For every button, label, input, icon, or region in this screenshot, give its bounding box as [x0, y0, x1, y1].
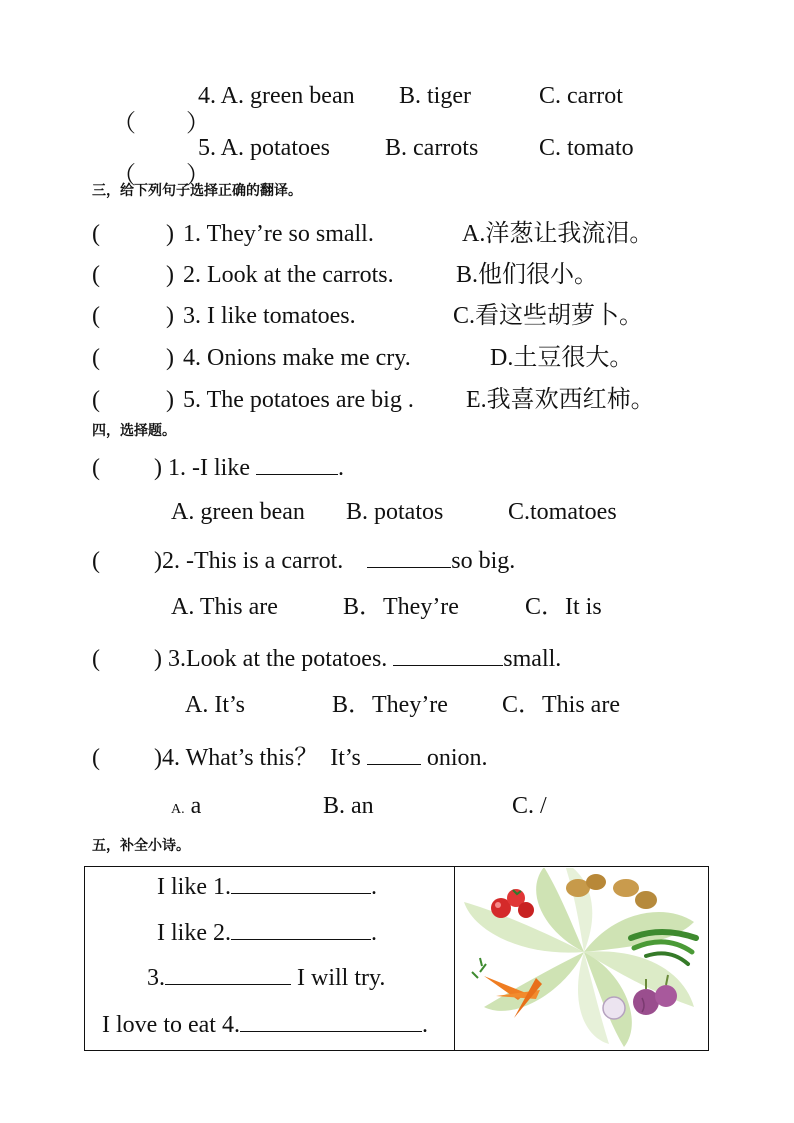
poem-line-1 [157, 871, 377, 901]
option-a: A. green bean [171, 499, 305, 525]
translation-paren[interactable] [92, 302, 174, 330]
question-text-end: small. [503, 646, 562, 672]
option-c: C. / [512, 793, 547, 819]
poem-text-end: . [370, 874, 377, 900]
sentence-en: 4. Onions make me cry. [183, 345, 411, 371]
vegetables-illustration [456, 868, 708, 1049]
sentence-zh: E.我喜欢西红柿。 [466, 387, 655, 413]
paren-close: ) [154, 646, 162, 672]
option-a-letter: A. [171, 802, 185, 817]
question-text-end: so big. [451, 548, 516, 574]
sentence-zh: B.他们很小。 [456, 262, 599, 288]
sentence-zh: C.看这些胡萝卜。 [453, 303, 644, 329]
question-text: 1. -I like [168, 455, 250, 481]
paren-close: ) [154, 745, 162, 771]
paren-close: ) [166, 387, 174, 413]
option-a: A. It’s [185, 692, 245, 718]
mc-question-1 [92, 452, 344, 482]
paren-close: ) [166, 303, 174, 329]
mc-question-3 [92, 643, 561, 673]
poem-text-end: . [370, 920, 377, 946]
option-b: B. tiger [399, 83, 471, 109]
answer-paren-open: （ [112, 111, 136, 137]
translation-paren[interactable] [92, 386, 174, 414]
poem-blank[interactable] [165, 962, 291, 985]
q-row-4 [100, 82, 210, 138]
poem-text: I like 2. [157, 920, 231, 946]
paren-open: ( [92, 745, 100, 771]
option-c: C．It is [525, 594, 602, 620]
option-b: B. potatos [346, 499, 444, 525]
paren-open: ( [92, 646, 100, 672]
option-a: 5. A. potatoes [198, 135, 330, 161]
poem-text: 3. [147, 965, 165, 991]
mc-question-2 [92, 545, 515, 575]
sentence-zh: A.洋葱让我流泪。 [462, 221, 654, 247]
poem-line-3 [147, 962, 385, 992]
paren-close: ) [166, 345, 174, 371]
translation-paren[interactable] [92, 261, 174, 289]
paren-close: ) [154, 548, 162, 574]
fill-blank[interactable] [367, 742, 421, 765]
poem-text: I love to eat 4. [102, 1012, 240, 1038]
poem-text: I like 1. [157, 874, 231, 900]
poem-line-2 [157, 917, 377, 947]
paren-open: ( [92, 387, 100, 413]
section-5-heading: 五，补全小诗。 [92, 838, 190, 854]
sentence-zh: D.土豆很大。 [490, 345, 634, 371]
question-text-end: onion. [426, 745, 488, 771]
poem-blank[interactable] [231, 871, 371, 894]
paren-close: ) [166, 262, 174, 288]
translation-paren[interactable] [92, 220, 174, 248]
poem-text-end: I will try. [291, 965, 386, 991]
answer-paren-open: （ [112, 163, 136, 189]
option-b: B．They’re [332, 692, 448, 718]
sentence-en: 2. Look at the carrots. [183, 262, 394, 288]
sentence-en: 5. The potatoes are big . [183, 387, 414, 413]
question-text: 3.Look at the potatoes. [168, 646, 388, 672]
fill-blank[interactable] [393, 643, 503, 666]
option-a: 4. A. green bean [198, 83, 355, 109]
option-a-text: a [190, 793, 202, 819]
poem-blank[interactable] [240, 1009, 422, 1032]
fill-blank[interactable] [256, 452, 338, 475]
option-b: B. an [323, 793, 374, 819]
answer-paren-close: ） [186, 111, 210, 137]
question-text: 4. What’s this？ It’s [162, 745, 361, 771]
tomatoes-icon [491, 889, 534, 918]
paren-close: ) [166, 221, 174, 247]
poem-text-end: . [421, 1012, 428, 1038]
paren-close: ) [154, 455, 162, 481]
sentence-en: 3. I like tomatoes. [183, 303, 356, 329]
paren-open: ( [92, 262, 100, 288]
option-b: B. carrots [385, 135, 479, 161]
question-text: 2. -This is a carrot. [162, 548, 344, 574]
question-text-end: . [337, 455, 344, 481]
option-c: C.tomatoes [508, 499, 617, 525]
fill-blank[interactable] [367, 545, 451, 568]
poem-table-divider [454, 866, 455, 1051]
paren-open: ( [92, 455, 100, 481]
paren-open: ( [92, 221, 100, 247]
poem-line-4 [102, 1009, 428, 1039]
paren-open: ( [92, 303, 100, 329]
option-a [171, 792, 201, 824]
answer-paren-close: ） [186, 163, 210, 189]
option-b: B．They’re [343, 594, 459, 620]
sentence-en: 1. They’re so small. [183, 221, 374, 247]
paren-open: ( [92, 548, 100, 574]
option-a: A. This are [171, 594, 278, 620]
translation-paren[interactable] [92, 344, 174, 372]
option-c: C. carrot [539, 83, 623, 109]
mc-question-4 [92, 742, 488, 772]
option-c: C. tomato [539, 135, 634, 161]
poem-blank[interactable] [231, 917, 371, 940]
section-4-heading: 四，选择题。 [92, 423, 176, 439]
option-c: C．This are [502, 692, 620, 718]
section-3-heading: 三，给下列句子选择正确的翻译。 [92, 183, 302, 199]
paren-open: ( [92, 345, 100, 371]
